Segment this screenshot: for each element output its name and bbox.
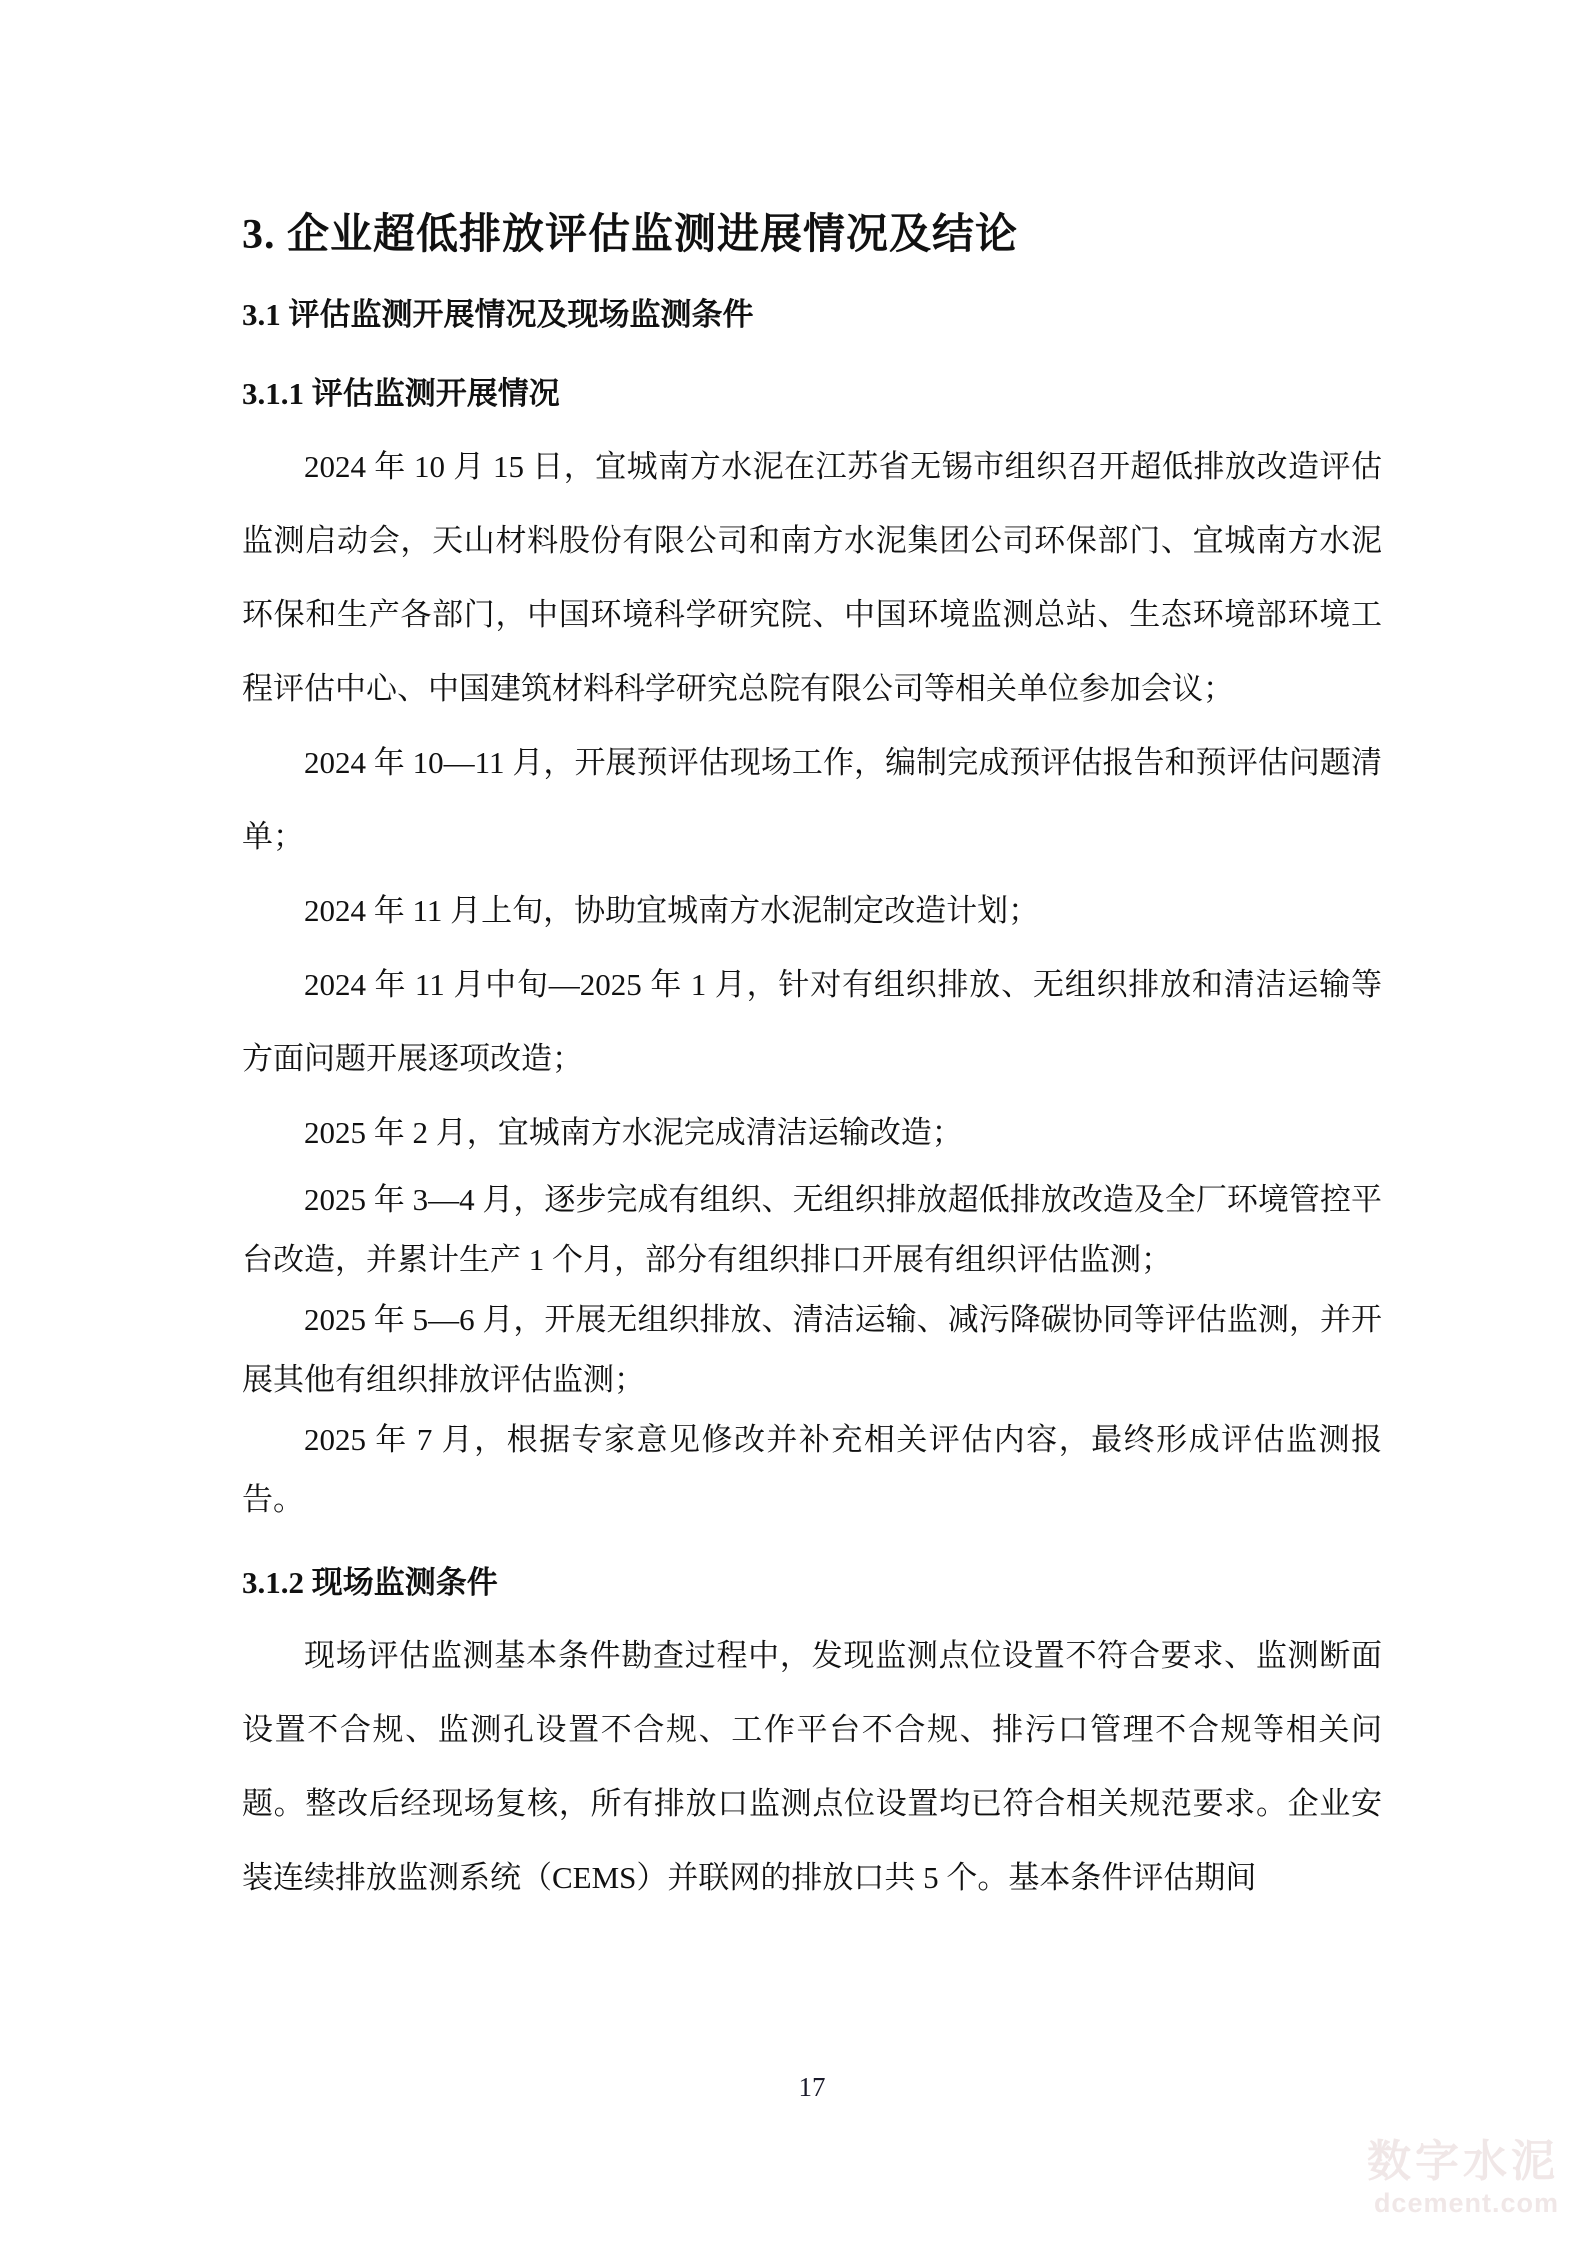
body-paragraph: 2024 年 11 月中旬—2025 年 1 月，针对有组织排放、无组织排放和清洁运输等方面问题开展逐项改造；	[242, 966, 1382, 1076]
body-paragraph: 2024 年 11 月上旬，协助宜城南方水泥制定改造计划；	[304, 892, 1040, 928]
page-content	[242, 210, 1382, 1915]
watermark-domain-text: dcement.com	[1373, 2187, 1559, 2218]
body-paragraph: 2025 年 3—4 月，逐步完成有组织、无组织排放超低排放改造及全厂环境管控平台改造，并累计生产 1 个月，部分有组织排口开展有组织评估监测；	[242, 1181, 1382, 1277]
subsection-1-heading: 3.1.1 评估监测开展情况	[242, 376, 560, 412]
chapter-heading: 3. 企业超低排放评估监测进展情况及结论	[242, 212, 1019, 258]
body-paragraph: 2025 年 7 月，根据专家意见修改并补充相关评估内容，最终形成评估监测报告。	[242, 1421, 1382, 1517]
page-number: 17	[798, 2072, 826, 2102]
watermark	[1367, 2138, 1559, 2219]
body-paragraph: 2025 年 2 月，宜城南方水泥完成清洁运输改造；	[304, 1114, 963, 1150]
body-paragraph: 现场评估监测基本条件勘查过程中，发现监测点位设置不符合要求、监测断面设置不合规、监测孔设置不合规、工作平台不合规、排污口管理不合规等相关问题。整改后经现场复核，所有排放口监测点位设置均已符合相关规范要求。企业安装连续排放监测系统（CEMS）并联网的排放口共 5 个。基本条件评估期间	[242, 1637, 1382, 1895]
body-paragraph: 2024 年 10—11 月，开展预评估现场工作，编制完成预评估报告和预评估问题清单；	[242, 744, 1382, 854]
section-heading: 3.1 评估监测开展情况及现场监测条件	[242, 297, 754, 333]
page-footer	[242, 2072, 1382, 2103]
body-paragraph: 2025 年 5—6 月，开展无组织排放、清洁运输、减污降碳协同等评估监测，并开展其他有组织排放评估监测；	[242, 1301, 1382, 1397]
subsection-2-heading: 3.1.2 现场监测条件	[242, 1564, 498, 1600]
body-paragraph: 2024 年 10 月 15 日，宜城南方水泥在江苏省无锡市组织召开超低排放改造评估监测启动会，天山材料股份有限公司和南方水泥集团公司环保部门、宜城南方水泥环保和生产各部门，中国环境科学研究院、中国环境监测总站、生态环境部环境工程评估中心、中国建筑材料科学研究总院有限公司等相关单位参加会议；	[242, 448, 1382, 706]
watermark-brand-text: 数字水泥	[1367, 2137, 1559, 2187]
